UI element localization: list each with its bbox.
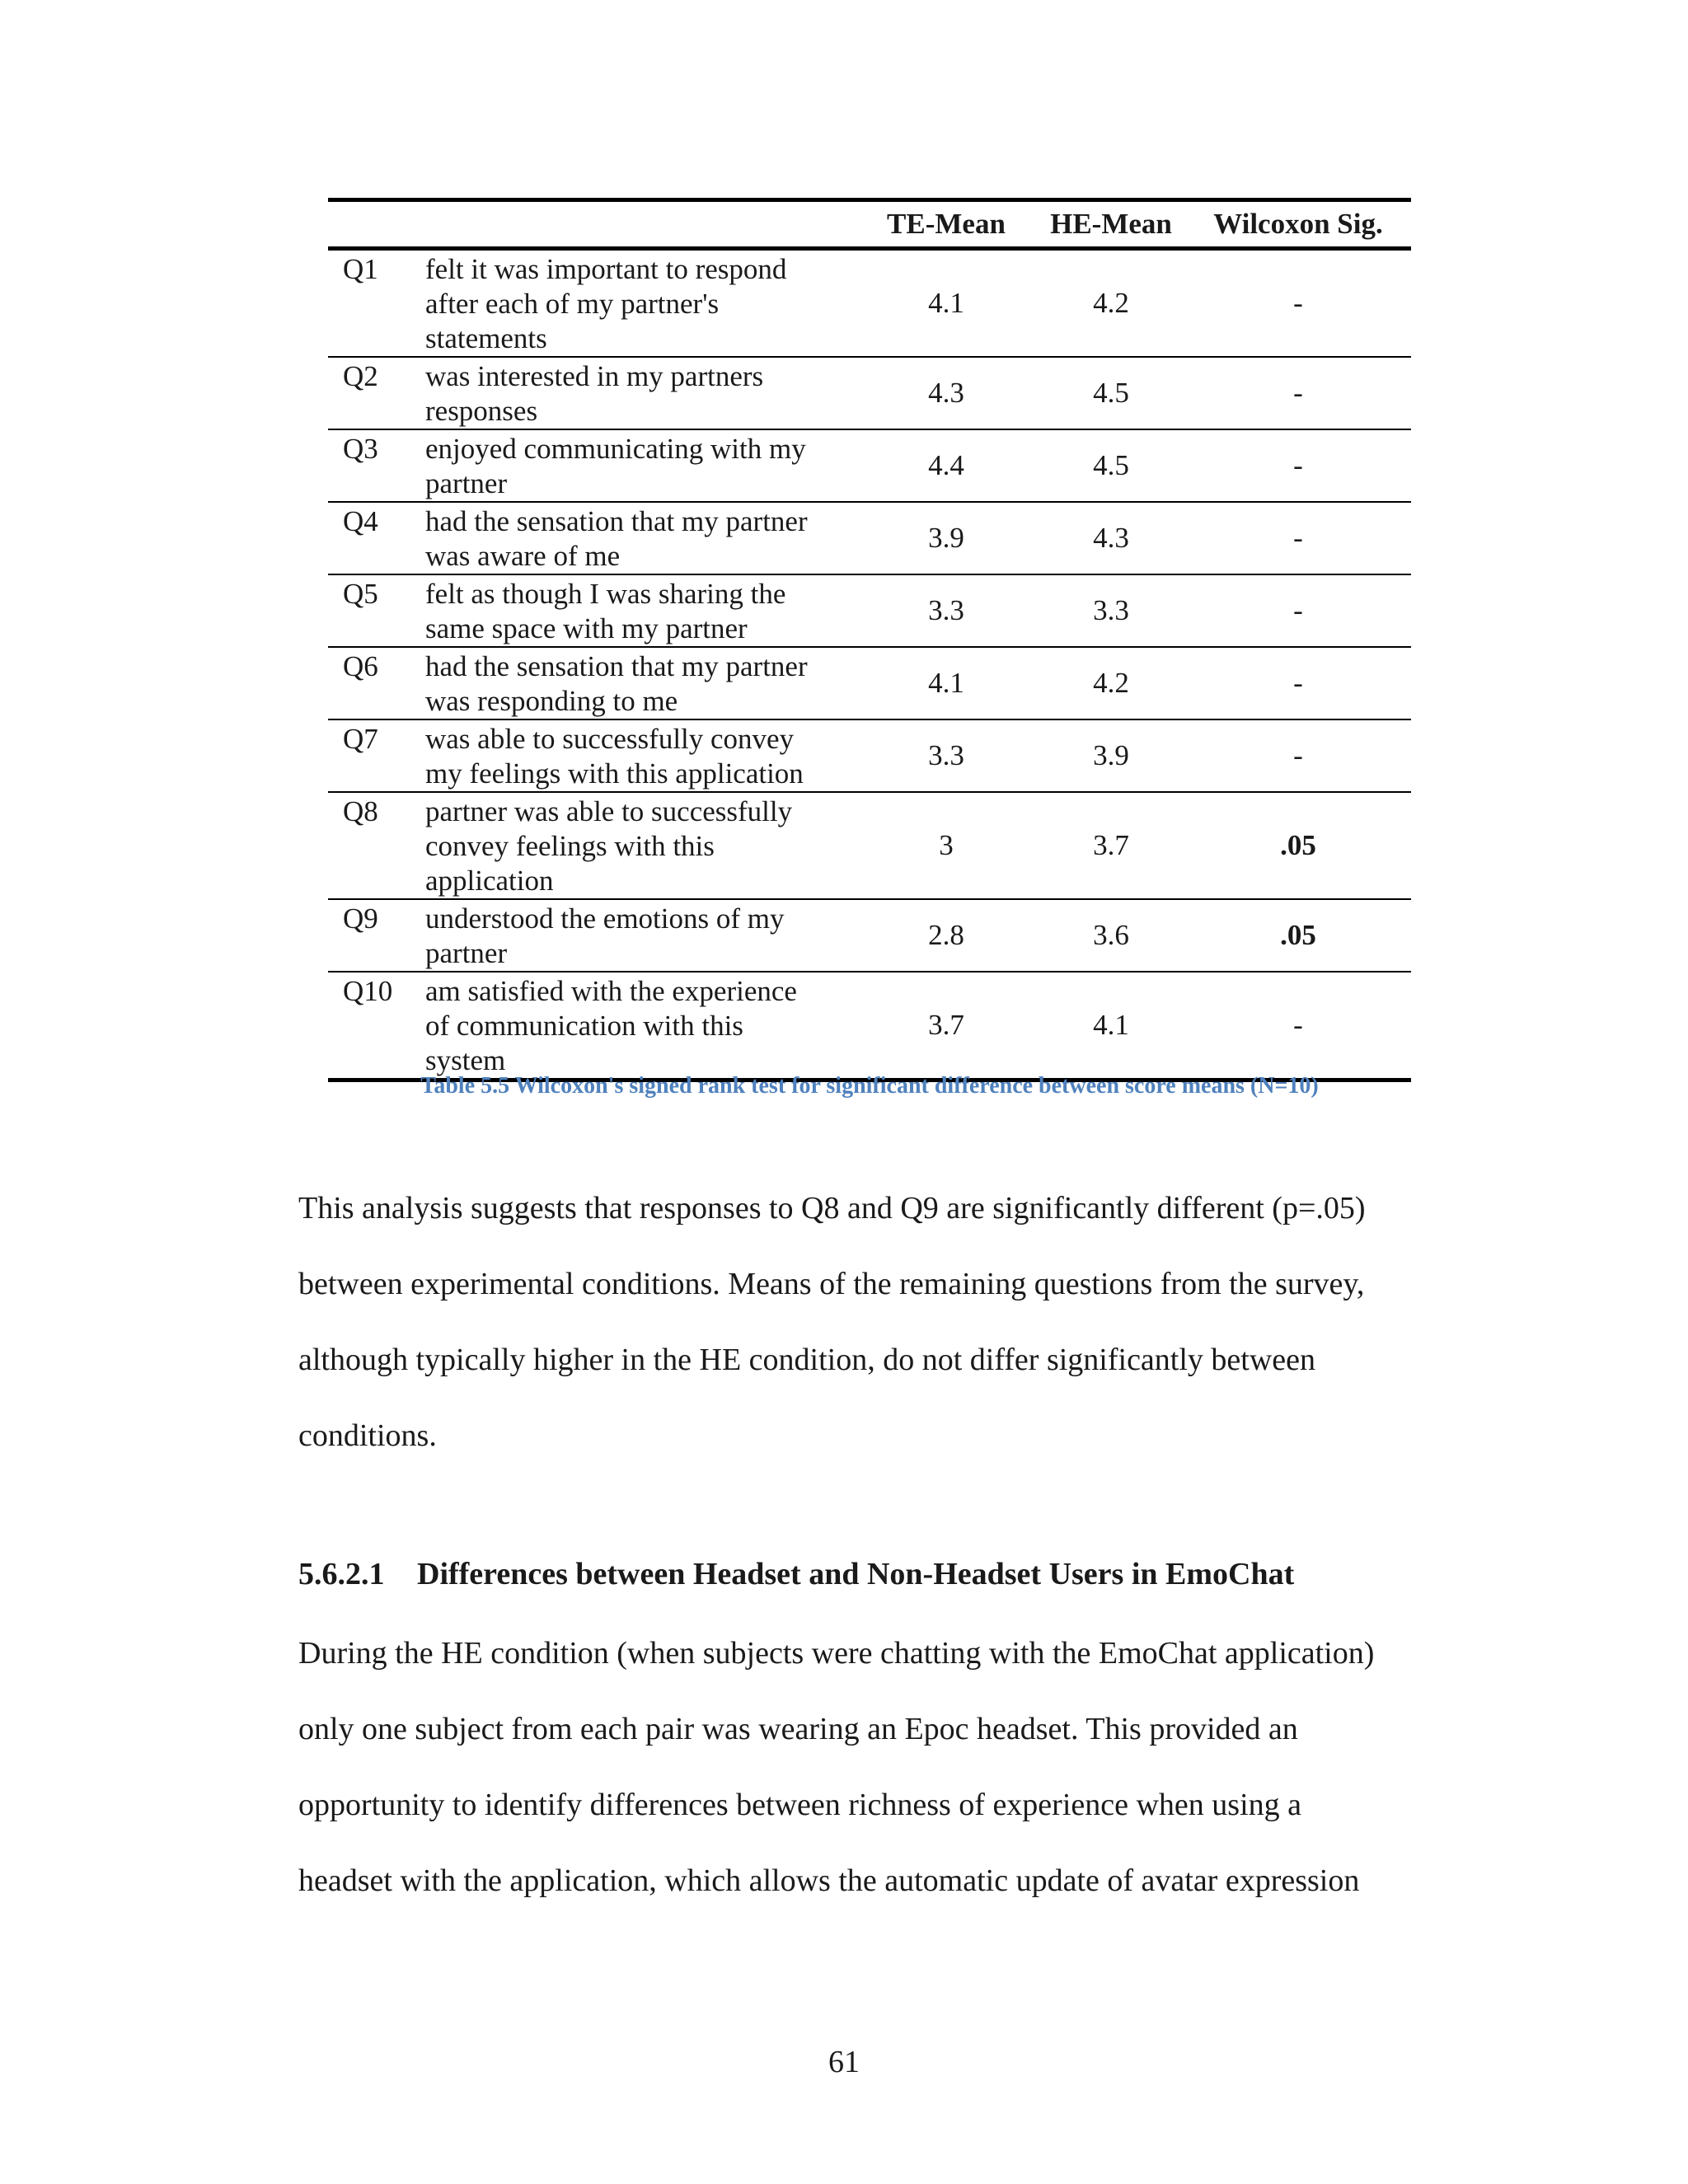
- question-text-line: was able to successfully convey: [425, 723, 795, 755]
- te-mean-cell: 3.9: [928, 522, 964, 554]
- question-id: Q6: [343, 650, 378, 682]
- question-id: Q4: [343, 505, 378, 537]
- wilcoxon-sig-cell: -: [1293, 667, 1303, 699]
- table-row: [328, 647, 1411, 719]
- question-id: Q3: [343, 433, 378, 465]
- question-text-line: had the sensation that my partner: [425, 650, 808, 682]
- te-mean-cell: 3.7: [928, 1009, 964, 1041]
- question-text-line: was interested in my partners: [425, 360, 764, 392]
- paragraph-line: This analysis suggests that responses to Q8 and Q9 are significantly different (p=.05): [298, 1191, 1366, 1226]
- question-id: Q2: [343, 360, 378, 392]
- question-text-line: enjoyed communicating with my: [425, 433, 806, 465]
- he-mean-cell: 3.3: [1093, 594, 1129, 626]
- table-caption: Table 5.5 Wilcoxon's signed rank test for significant difference between score means (N=10): [420, 1073, 1319, 1099]
- paragraph-line: During the HE condition (when subjects were chatting with the EmoChat application): [298, 1636, 1375, 1671]
- paragraph-line: only one subject from each pair was wearing an Epoc headset. This provided an: [298, 1712, 1298, 1746]
- table-row: [328, 972, 1411, 1080]
- te-mean-cell: 4.1: [928, 287, 964, 319]
- question-id: Q8: [343, 795, 378, 827]
- wilcoxon-sig-cell: .05: [1280, 919, 1316, 951]
- question-text: [425, 972, 856, 1080]
- te-mean-cell: 3.3: [928, 594, 964, 626]
- question-text-line: responses: [425, 395, 538, 427]
- paragraph-line: between experimental conditions. Means of the remaining questions from the survey,: [298, 1267, 1365, 1301]
- he-mean-cell: 4.3: [1093, 522, 1129, 554]
- te-mean-cell: 3: [939, 829, 954, 861]
- wilcoxon-sig-cell: -: [1293, 739, 1303, 771]
- table-row: [328, 719, 1411, 792]
- question-id: Q10: [343, 975, 393, 1007]
- question-text-line: of communication with this: [425, 1010, 743, 1042]
- question-text-line: partner: [425, 937, 508, 969]
- table-row: [328, 899, 1411, 972]
- he-mean-cell: 4.5: [1093, 377, 1129, 409]
- question-id: Q9: [343, 902, 378, 935]
- he-mean-cell: 3.6: [1093, 919, 1129, 951]
- question-text: [425, 357, 856, 429]
- he-mean-cell: 4.2: [1093, 287, 1129, 319]
- question-text-line: felt it was important to respond: [425, 253, 787, 285]
- table-row: [328, 502, 1411, 574]
- header-question: [425, 200, 856, 249]
- wilcoxon-sig-cell: .05: [1280, 829, 1316, 861]
- analysis-paragraph: [298, 1170, 1452, 1474]
- wilcoxon-sig-cell: -: [1293, 287, 1303, 319]
- question-text: [425, 429, 856, 502]
- question-text-line: felt as though I was sharing the: [425, 578, 786, 610]
- question-text-line: statements: [425, 322, 547, 354]
- question-text-line: convey feelings with this: [425, 830, 715, 862]
- te-mean-cell: 4.3: [928, 377, 964, 409]
- question-text-line: had the sensation that my partner: [425, 505, 808, 537]
- question-text: [425, 574, 856, 647]
- paragraph-line: opportunity to identify differences between richness of experience when using a: [298, 1788, 1302, 1822]
- question-text-line: understood the emotions of my: [425, 902, 785, 935]
- question-id: Q7: [343, 723, 378, 755]
- table-header-row: [328, 200, 1411, 249]
- table-row: [328, 357, 1411, 429]
- table-row: [328, 249, 1411, 358]
- he-mean-cell: 4.2: [1093, 667, 1129, 699]
- section-number: 5.6.2.1: [298, 1557, 385, 1591]
- question-text: [425, 792, 856, 899]
- question-id: Q1: [343, 253, 378, 285]
- question-text: [425, 249, 856, 358]
- header-id: [328, 200, 425, 249]
- question-text-line: am satisfied with the experience: [425, 975, 797, 1007]
- question-text-line: after each of my partner's: [425, 288, 720, 320]
- header-he-mean: HE-Mean: [1050, 208, 1172, 240]
- section-heading: [298, 1556, 1294, 1592]
- paragraph-line: although typically higher in the HE condition, do not differ significantly between: [298, 1343, 1316, 1377]
- question-text: [425, 647, 856, 719]
- question-id: Q5: [343, 578, 378, 610]
- te-mean-cell: 4.4: [928, 449, 964, 481]
- header-te-mean: TE-Mean: [887, 208, 1006, 240]
- question-text-line: was aware of me: [425, 540, 621, 572]
- te-mean-cell: 3.3: [928, 739, 964, 771]
- section-paragraph: [298, 1615, 1452, 1919]
- wilcoxon-results-table: [328, 198, 1411, 1082]
- table-body: [328, 249, 1411, 1080]
- question-text-line: partner: [425, 467, 508, 499]
- question-text: [425, 502, 856, 574]
- wilcoxon-sig-cell: -: [1293, 1009, 1303, 1041]
- paragraph-line: headset with the application, which allows the automatic update of avatar expression: [298, 1863, 1360, 1898]
- question-text-line: application: [425, 865, 554, 897]
- he-mean-cell: 4.5: [1093, 449, 1129, 481]
- te-mean-cell: 4.1: [928, 667, 964, 699]
- paragraph-line: conditions.: [298, 1418, 437, 1453]
- table-row: [328, 574, 1411, 647]
- question-text-line: my feelings with this application: [425, 757, 804, 790]
- te-mean-cell: 2.8: [928, 919, 964, 951]
- question-text-line: partner was able to successfully: [425, 795, 793, 827]
- header-wilcoxon-sig: Wilcoxon Sig.: [1213, 208, 1383, 240]
- wilcoxon-sig-cell: -: [1293, 377, 1303, 409]
- results-table-container: [328, 198, 1411, 1082]
- question-text: [425, 899, 856, 972]
- wilcoxon-sig-cell: -: [1293, 449, 1303, 481]
- table-row: [328, 429, 1411, 502]
- wilcoxon-sig-cell: -: [1293, 522, 1303, 554]
- section-title: Differences between Headset and Non-Headset Users in EmoChat: [417, 1557, 1295, 1591]
- he-mean-cell: 3.7: [1093, 829, 1129, 861]
- question-text: [425, 719, 856, 792]
- page-number: 61: [828, 2045, 860, 2079]
- question-text-line: was responding to me: [425, 685, 678, 717]
- he-mean-cell: 3.9: [1093, 739, 1129, 771]
- wilcoxon-sig-cell: -: [1293, 594, 1303, 626]
- question-text-line: system: [425, 1044, 506, 1076]
- he-mean-cell: 4.1: [1093, 1009, 1129, 1041]
- table-row: [328, 792, 1411, 899]
- question-text-line: same space with my partner: [425, 612, 748, 644]
